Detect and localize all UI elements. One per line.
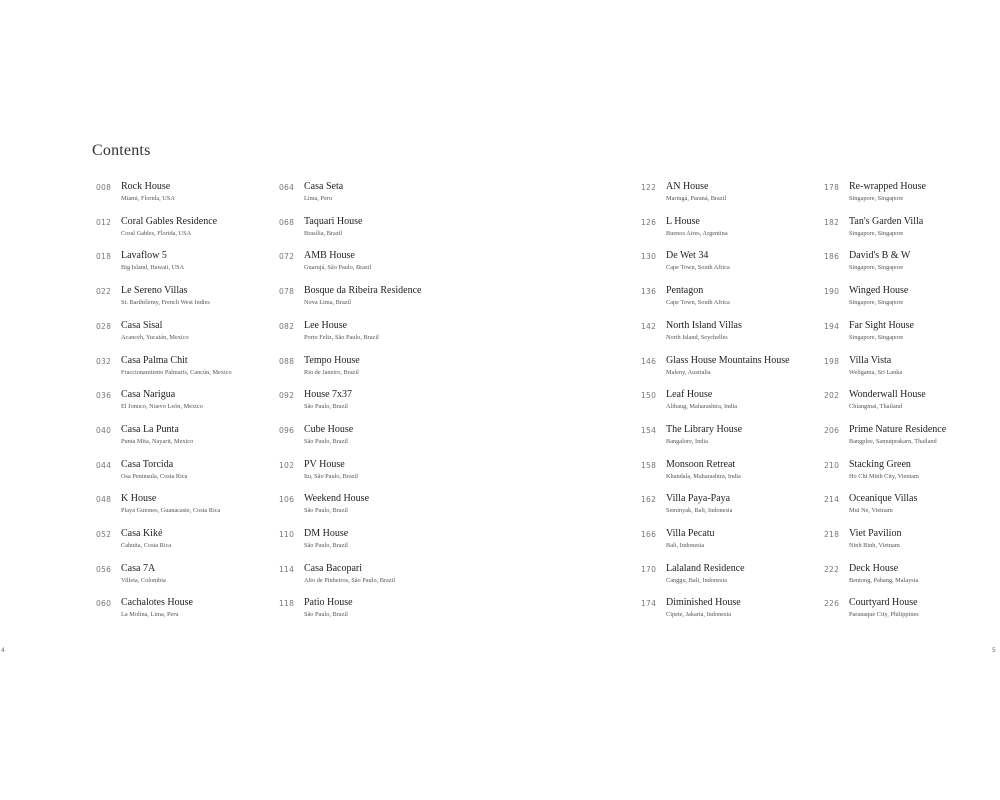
contents-entry[interactable] [279, 250, 457, 280]
contents-entry[interactable] [641, 563, 819, 593]
entry-title: Tan's Garden Villa [849, 215, 924, 227]
entry-page-number: 060 [96, 599, 112, 609]
entry-location: Villeta, Colombia [121, 576, 166, 584]
entry-page-number: 174 [641, 599, 657, 609]
entry-title: Viet Pavilion [849, 528, 902, 539]
entry-title: PV House [304, 458, 345, 470]
contents-entry[interactable] [641, 181, 819, 211]
entry-page-number: 226 [824, 599, 840, 609]
entry-title: House 7x37 [304, 389, 353, 401]
entry-title: AMB House [304, 250, 355, 262]
entry-location: St. Barthélemy, French West Indies [121, 299, 210, 307]
contents-entry[interactable] [641, 459, 819, 489]
entry-title: Villa Vista [849, 354, 892, 366]
entry-page-number: 032 [96, 356, 112, 366]
entry-page-number: 068 [279, 217, 295, 227]
entry-page-number: 118 [279, 599, 295, 609]
entry-page-number: 072 [279, 252, 295, 262]
entry-page-number: 028 [96, 321, 112, 331]
contents-entry[interactable] [279, 459, 457, 489]
entry-title: Patio House [304, 597, 353, 609]
entry-page-number: 214 [824, 495, 840, 505]
entry-page-number: 170 [641, 564, 657, 574]
entry-location: Cipete, Jakarta, Indonesia [666, 611, 732, 619]
entry-page-number: 150 [641, 391, 657, 401]
entry-location: Acanceh, Yucatán, Mexico [121, 333, 189, 341]
entry-page-number: 186 [824, 252, 840, 262]
entry-title: Cube House [304, 423, 354, 435]
entry-page-number: 056 [96, 564, 112, 574]
entry-title: Villa Pecatu [666, 528, 715, 539]
contents-entry[interactable] [279, 181, 457, 211]
entry-title: Casa Kiké [121, 528, 163, 539]
entry-page-number: 218 [824, 530, 840, 539]
entry-page-number: 036 [96, 391, 112, 401]
entry-title: AN House [666, 181, 709, 192]
entry-title: The Library House [666, 423, 743, 435]
entry-title: Casa 7A [121, 562, 156, 574]
entry-page-number: 202 [824, 391, 840, 401]
entry-page-number: 102 [279, 460, 295, 470]
contents-entry[interactable] [824, 528, 1000, 558]
entry-page-number: 078 [279, 287, 295, 297]
entry-title: Lalaland Residence [666, 562, 745, 574]
entry-location: Alto de Pinheiros, São Paulo, Brazil [304, 576, 396, 584]
entry-location: São Paulo, Brazil [304, 507, 348, 515]
entry-location: Chiangmai, Thailand [849, 403, 903, 411]
entry-page-number: 142 [641, 321, 657, 331]
contents-entry[interactable] [96, 424, 274, 454]
entry-location: Singapore, Singapore [849, 195, 904, 202]
contents-entry[interactable] [641, 250, 819, 280]
entry-title: De Wet 34 [666, 250, 709, 262]
entry-title: Bosque da Ribeira Residence [304, 285, 422, 297]
entry-page-number: 092 [279, 391, 295, 401]
entry-title: Courtyard House [849, 597, 918, 609]
contents-entry[interactable] [279, 424, 457, 454]
contents-entry[interactable] [279, 285, 457, 315]
entry-title: Winged House [849, 285, 909, 297]
contents-entry[interactable] [279, 493, 457, 523]
entry-page-number: 206 [824, 425, 840, 435]
entry-title: L House [666, 215, 700, 227]
entry-location: Lima, Peru [304, 195, 332, 202]
page-number-left: 4 [1, 647, 5, 654]
entry-title: Tempo House [304, 354, 360, 366]
entry-page-number: 052 [96, 530, 112, 539]
contents-entry[interactable] [641, 493, 819, 523]
entry-location: Ninh Binh, Vietnam [849, 542, 900, 549]
entry-location: Cape Town, South Africa [666, 299, 730, 307]
entry-title: David's B & W [849, 250, 911, 262]
contents-entry[interactable] [96, 250, 274, 280]
entry-location: Brasília, Brazil [304, 229, 343, 237]
entry-location: Miami, Florida, USA [121, 195, 175, 202]
entry-location: São Paulo, Brazil [304, 542, 348, 549]
entry-title: Cachalotes House [121, 597, 193, 609]
entry-location: São Paulo, Brazil [304, 611, 348, 619]
entry-page-number: 130 [641, 252, 657, 262]
contents-entry[interactable] [96, 493, 274, 523]
entry-title: Deck House [849, 562, 899, 574]
entry-title: Casa Seta [304, 181, 344, 192]
entry-location: Bangalore, India [666, 437, 708, 445]
entry-page-number: 154 [641, 425, 657, 435]
contents-entry[interactable] [279, 597, 457, 627]
entry-title: Casa Narigua [121, 389, 176, 401]
entry-title: Le Sereno Villas [121, 285, 188, 297]
entry-page-number: 136 [641, 287, 657, 297]
entry-location: Big Island, Hawaii, USA [121, 264, 185, 272]
entry-location: Coral Gables, Florida, USA [121, 229, 192, 237]
entry-title: Villa Paya-Paya [666, 493, 731, 505]
entry-location: Ho Chi Minh City, Vietnam [849, 472, 919, 480]
entry-location: Nova Lima, Brazil [304, 299, 352, 307]
entry-title: K House [121, 493, 157, 505]
entry-title: Coral Gables Residence [121, 215, 218, 227]
entry-title: Taquari House [304, 215, 363, 227]
contents-entry[interactable] [824, 320, 1000, 350]
contents-entry[interactable] [96, 216, 274, 246]
contents-entry[interactable] [824, 355, 1000, 385]
entry-location: North Island, Seychelles [666, 333, 728, 341]
contents-entry[interactable] [641, 355, 819, 385]
entry-page-number: 166 [641, 530, 657, 539]
entry-title: Monsoon Retreat [666, 458, 736, 470]
entry-title: Stacking Green [849, 458, 911, 470]
entry-location: São Paulo, Brazil [304, 437, 348, 445]
entry-page-number: 114 [279, 564, 295, 574]
entry-title: Oceanique Villas [849, 493, 918, 505]
entry-location: Weligama, Sri Lanka [849, 368, 903, 376]
entry-title: Far Sight House [849, 319, 914, 331]
contents-entry[interactable] [824, 424, 1000, 454]
contents-entry[interactable] [96, 389, 274, 419]
contents-entry[interactable] [641, 597, 819, 627]
entry-location: Cape Town, South Africa [666, 264, 730, 272]
entry-location: Cahuita, Costa Rica [121, 542, 172, 549]
entry-location: Singapore, Singapore [849, 333, 904, 341]
contents-entry[interactable] [824, 216, 1000, 246]
entry-page-number: 044 [96, 460, 112, 470]
entry-title: Re-wrapped House [849, 181, 926, 192]
entry-page-number: 106 [279, 495, 295, 505]
entry-page-number: 194 [824, 321, 840, 331]
entry-location: Fraccionamiento Palmaris, Cancún, Mexico [121, 368, 232, 376]
entry-title: Casa La Punta [121, 423, 179, 435]
entry-location: Canggu, Bali, Indonesia [666, 576, 727, 584]
entry-page-number: 096 [279, 425, 295, 435]
entry-title: Wonderwall House [849, 389, 926, 401]
contents-entry[interactable] [641, 216, 819, 246]
entry-title: Casa Sisal [121, 319, 163, 331]
entry-location: Punta Mita, Nayarit, Mexico [121, 437, 194, 445]
entry-title: North Island Villas [666, 319, 742, 331]
contents-entry[interactable] [824, 250, 1000, 280]
entry-page-number: 122 [641, 183, 657, 192]
contents-entry[interactable] [279, 389, 457, 419]
contents-entry[interactable] [279, 528, 457, 558]
entry-page-number: 064 [279, 183, 295, 192]
contents-entry[interactable] [824, 493, 1000, 523]
entry-title: Lavaflow 5 [121, 250, 167, 262]
entry-page-number: 110 [279, 530, 295, 539]
entry-location: Bangplee, Samutprakarn, Thailand [849, 437, 937, 445]
contents-entry[interactable] [96, 597, 274, 627]
contents-entry[interactable] [96, 528, 274, 558]
contents-entry[interactable] [641, 389, 819, 419]
entry-title: Pentagon [666, 285, 704, 297]
entry-location: Singapore, Singapore [849, 264, 904, 272]
entry-page-number: 146 [641, 356, 657, 366]
entry-location: Mui Ne, Vietnam [849, 507, 893, 515]
contents-entry[interactable] [824, 459, 1000, 489]
entry-page-number: 048 [96, 495, 112, 505]
entry-page-number: 158 [641, 460, 657, 470]
entry-page-number: 178 [824, 183, 840, 192]
entry-title: Rock House [121, 181, 171, 192]
contents-entry[interactable] [96, 459, 274, 489]
entry-location: Guarujá, São Paulo, Brazil [304, 264, 372, 272]
contents-entry[interactable] [641, 528, 819, 558]
entry-location: Singapore, Singapore [849, 229, 904, 237]
entry-title: DM House [304, 528, 349, 539]
entry-page-number: 190 [824, 287, 840, 297]
entry-title: Lee House [304, 319, 348, 331]
entry-title: Weekend House [304, 493, 370, 505]
contents-entry[interactable] [641, 285, 819, 315]
entry-location: Khandala, Maharashtra, India [666, 472, 741, 480]
entry-page-number: 222 [824, 564, 840, 574]
contents-entry[interactable] [96, 355, 274, 385]
page-title: Contents [92, 142, 151, 159]
contents-entry[interactable] [96, 320, 274, 350]
entry-location: El Jonuco, Nuevo León, Mexico [121, 403, 203, 411]
entry-location: Rio de Janeiro, Brazil [304, 368, 359, 376]
entry-title: Casa Bacopari [304, 562, 363, 574]
entry-location: Seminyak, Bali, Indonesia [666, 507, 733, 515]
contents-entry[interactable] [96, 181, 274, 211]
entry-location: Alibaug, Maharashtra, India [666, 403, 737, 411]
contents-entry[interactable] [96, 563, 274, 593]
contents-entry[interactable] [824, 285, 1000, 315]
entry-location: Playa Guiones, Guanacaste, Costa Rica [121, 507, 221, 515]
entry-page-number: 022 [96, 287, 112, 297]
entry-title: Glass House Mountains House [666, 354, 790, 366]
entry-location: São Paulo, Brazil [304, 403, 348, 411]
entry-page-number: 126 [641, 217, 657, 227]
contents-entry[interactable] [279, 355, 457, 385]
entry-page-number: 018 [96, 252, 112, 262]
entry-location: La Molina, Lima, Peru [121, 611, 179, 619]
contents-entry[interactable] [96, 285, 274, 315]
entry-location: Bentong, Pahang, Malaysia [849, 576, 919, 584]
entry-location: Paranaque City, Philippines [849, 611, 919, 619]
contents-entry[interactable] [279, 216, 457, 246]
entry-page-number: 210 [824, 460, 840, 470]
contents-entry[interactable] [824, 563, 1000, 593]
entry-location: Maringá, Paraná, Brazil [666, 195, 727, 202]
entry-page-number: 008 [96, 183, 112, 192]
entry-page-number: 088 [279, 356, 295, 366]
entry-title: Casa Palma Chit [121, 354, 188, 366]
entry-page-number: 182 [824, 217, 840, 227]
entry-location: Singapore, Singapore [849, 299, 904, 307]
entry-page-number: 162 [641, 495, 657, 505]
contents-entry[interactable] [824, 389, 1000, 419]
entry-title: Leaf House [666, 389, 713, 401]
entry-location: Osa Peninsula, Costa Rica [121, 472, 188, 480]
entry-location: Buenos Aires, Argentina [666, 229, 728, 237]
entry-location: Itu, São Paulo, Brazil [304, 472, 359, 480]
entry-title: Prime Nature Residence [849, 423, 947, 435]
entry-location: Porto Feliz, São Paulo, Brazil [304, 333, 379, 341]
entry-page-number: 198 [824, 356, 840, 366]
contents-entry[interactable] [824, 181, 1000, 211]
contents-entry[interactable] [824, 597, 1000, 627]
entry-title: Casa Torcida [121, 458, 174, 470]
contents-entry[interactable] [641, 320, 819, 350]
entry-location: Maleny, Australia [666, 368, 711, 376]
contents-entry[interactable] [279, 320, 457, 350]
entry-page-number: 012 [96, 217, 112, 227]
page-number-right: 5 [992, 647, 996, 654]
entry-title: Diminished House [666, 597, 741, 609]
contents-entry[interactable] [641, 424, 819, 454]
entry-location: Bali, Indonesia [666, 542, 705, 549]
entry-page-number: 082 [279, 321, 295, 331]
contents-entry[interactable] [279, 563, 457, 593]
entry-page-number: 040 [96, 425, 112, 435]
